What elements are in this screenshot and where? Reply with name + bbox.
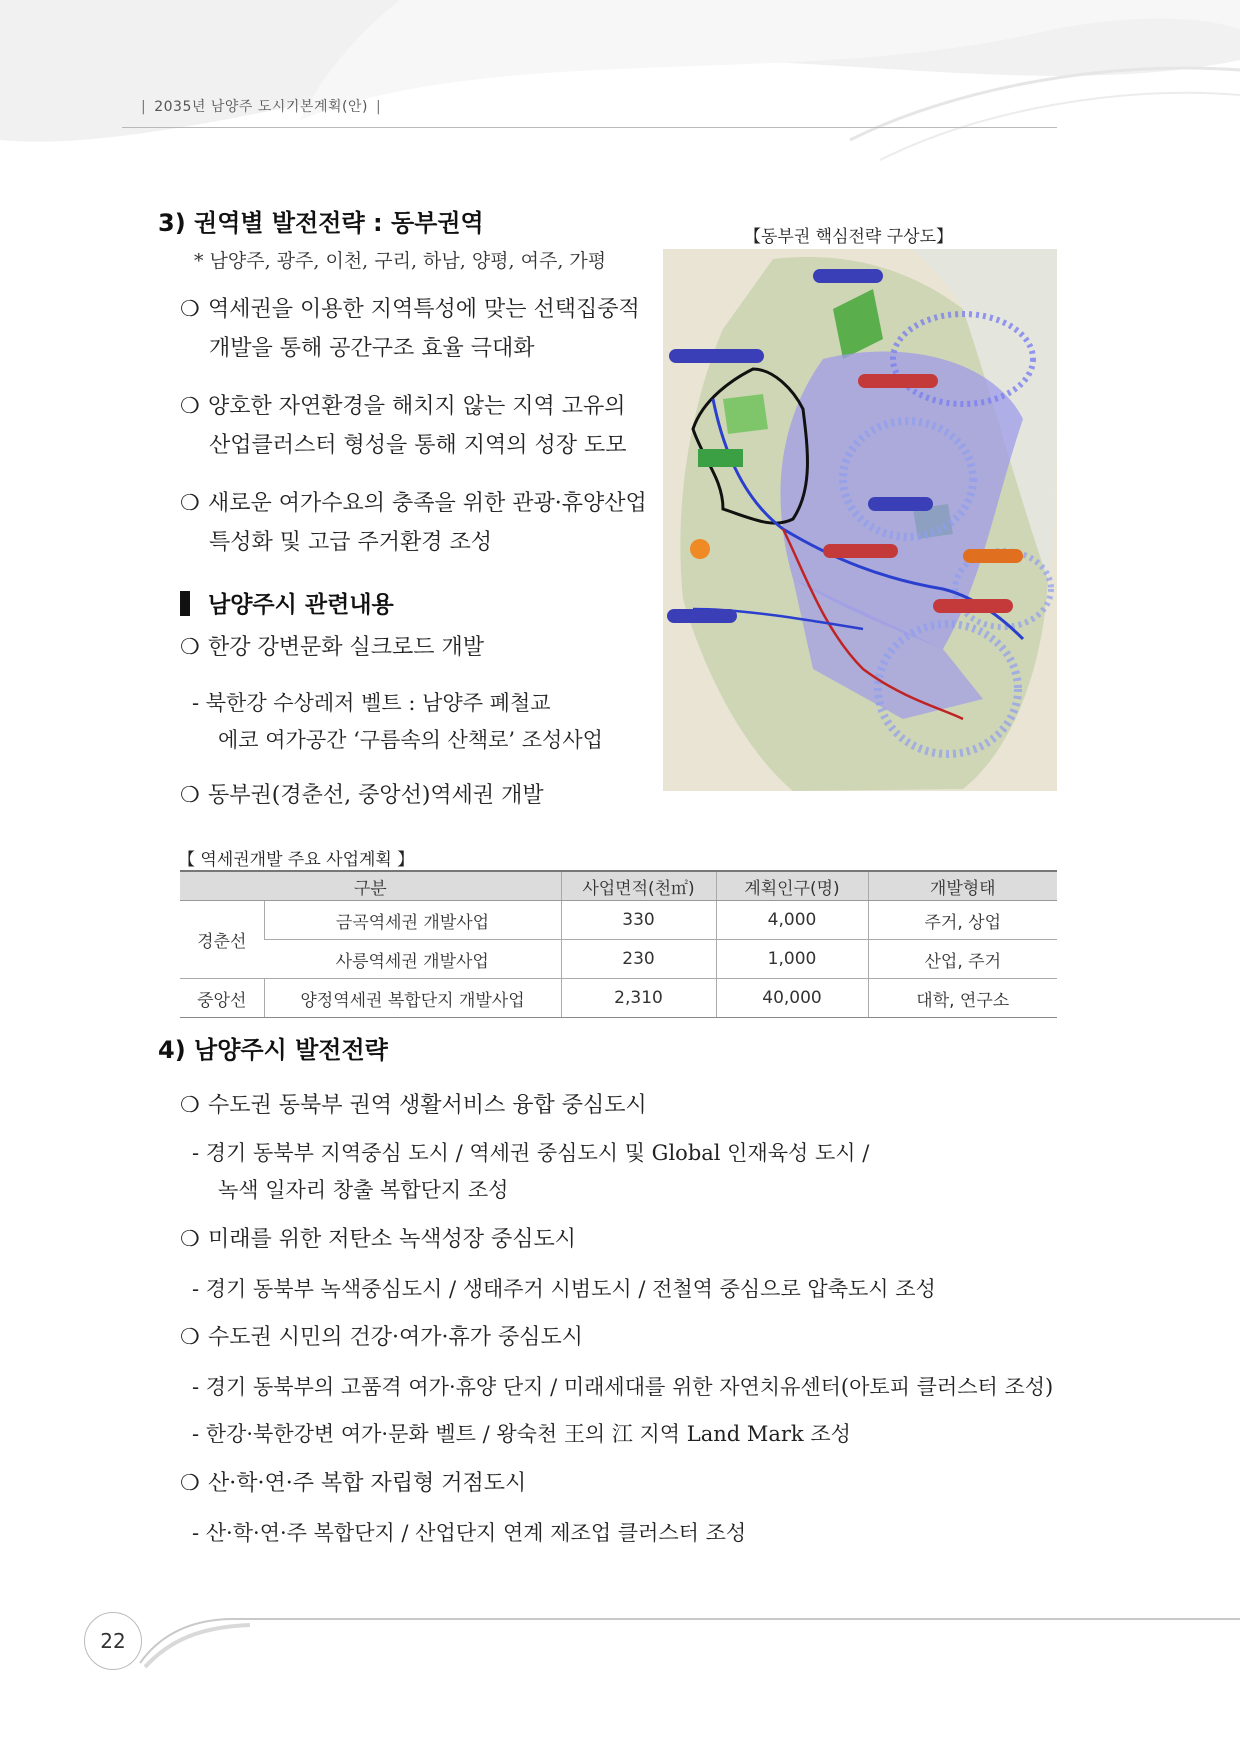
table-header-row <box>180 871 1057 901</box>
table-cell-project: 사릉역세권 개발사업 <box>264 940 561 979</box>
circle-bullet-icon: ❍ <box>180 1471 200 1496</box>
table-cell-line: 경춘선 <box>180 901 264 979</box>
table-cell-population: 1,000 <box>716 940 868 979</box>
circle-bullet-icon: ❍ <box>180 1325 200 1350</box>
bullet-item-1: ❍ 역세권을 이용한 지역특성에 맞는 선택집중적 개발을 통해 공간구조 효율 극대화 <box>180 290 640 368</box>
strategy-dash-1: - 경기 동북부 지역중심 도시 / 역세권 중심도시 및 Global 인재육성 도시 / 녹색 일자리 창출 복합단지 조성 <box>192 1141 870 1202</box>
running-header: | 2035년 남양주 도시기본계획(안) | <box>141 99 382 115</box>
section-4-title: 4) 남양주시 발전전략 <box>158 1036 388 1064</box>
table-cell-project: 양정역세권 복합단지 개발사업 <box>264 979 561 1018</box>
table-row <box>180 940 1057 979</box>
circle-bullet-icon: ❍ <box>180 297 200 322</box>
section-3-title: 3) 권역별 발전전략 : 동부권역 <box>158 209 484 237</box>
bullet-item-3: ❍ 새로운 여가수요의 충족을 위한 관광·휴양산업 특성화 및 고급 주거환경 조성 <box>180 484 647 562</box>
table-cell-population: 40,000 <box>716 979 868 1018</box>
circle-bullet-icon: ❍ <box>180 635 200 660</box>
table-row <box>180 979 1057 1018</box>
related-bullet-1: ❍ 한강 강변문화 실크로드 개발 <box>180 628 484 667</box>
table-header-cell: 사업면적(천㎡) <box>561 871 716 901</box>
eastern-region-strategy-map <box>663 249 1057 791</box>
circle-bullet-icon: ❍ <box>180 1093 200 1118</box>
square-bullet-icon <box>180 591 190 616</box>
circle-bullet-icon: ❍ <box>180 1227 200 1252</box>
strategy-dash-3a: - 경기 동북부의 고품격 여가·휴양 단지 / 미래세대를 위한 자연치유센터(아토피 클러스터 조성) <box>192 1375 1054 1399</box>
related-dash-item: - 북한강 수상레저 벨트 : 남양주 폐철교 에코 여가공간 ‘구름속의 산책로’ 조성사업 <box>192 691 603 752</box>
table-cell-type: 대학, 연구소 <box>868 979 1057 1018</box>
strategy-dash-4: - 산·학·연·주 복합단지 / 산업단지 연계 제조업 클러스터 조성 <box>192 1521 747 1545</box>
footer-swoosh <box>120 1605 1240 1685</box>
table-cell-population: 4,000 <box>716 901 868 940</box>
circle-bullet-icon: ❍ <box>180 491 200 516</box>
related-content-heading: 남양주시 관련내용 <box>180 586 394 619</box>
table-header-cell: 구분 <box>180 871 561 901</box>
table-cell-type: 산업, 주거 <box>868 940 1057 979</box>
table-cell-area: 230 <box>561 940 716 979</box>
strategy-bullet-2: ❍ 미래를 위한 저탄소 녹색성장 중심도시 <box>180 1220 576 1259</box>
table-cell-project: 금곡역세권 개발사업 <box>264 901 561 940</box>
strategy-bullet-4: ❍ 산·학·연·주 복합 자립형 거점도시 <box>180 1464 526 1503</box>
strategy-bullet-3: ❍ 수도권 시민의 건강·여가·휴가 중심도시 <box>180 1318 583 1357</box>
region-note: * 남양주, 광주, 이천, 구리, 하남, 양평, 여주, 가평 <box>194 250 607 272</box>
strategy-dash-3b: - 한강·북한강변 여가·문화 벨트 / 왕숙천 王의 江 지역 Land Mark 조성 <box>192 1422 851 1446</box>
table-header-cell: 계획인구(명) <box>716 871 868 901</box>
circle-bullet-icon: ❍ <box>180 394 200 419</box>
circle-bullet-icon: ❍ <box>180 783 200 808</box>
strategy-dash-2: - 경기 동북부 녹색중심도시 / 생태주거 시범도시 / 전철역 중심으로 압축도시 조성 <box>192 1277 936 1301</box>
table-cell-type: 주거, 상업 <box>868 901 1057 940</box>
table-cell-line: 중앙선 <box>180 979 264 1018</box>
table-caption: 【 역세권개발 주요 사업계획 】 <box>178 850 415 870</box>
related-bullet-2: ❍ 동부권(경춘선, 중앙선)역세권 개발 <box>180 776 544 815</box>
table-row <box>180 901 1057 940</box>
table-cell-area: 2,310 <box>561 979 716 1018</box>
header-rule <box>122 127 1057 128</box>
bullet-item-2: ❍ 양호한 자연환경을 해치지 않는 지역 고유의 산업클러스터 형성을 통해 지역의 성장 도모 <box>180 387 627 465</box>
table-header-cell: 개발형태 <box>868 871 1057 901</box>
strategy-bullet-1: ❍ 수도권 동북부 권역 생활서비스 융합 중심도시 <box>180 1086 647 1125</box>
header-title: 2035년 남양주 도시기본계획(안) <box>154 99 368 115</box>
station-development-table <box>180 870 1057 1018</box>
table-cell-area: 330 <box>561 901 716 940</box>
figure-caption: 【동부권 핵심전략 구상도】 <box>744 227 954 247</box>
page-number: 22 <box>84 1612 142 1670</box>
